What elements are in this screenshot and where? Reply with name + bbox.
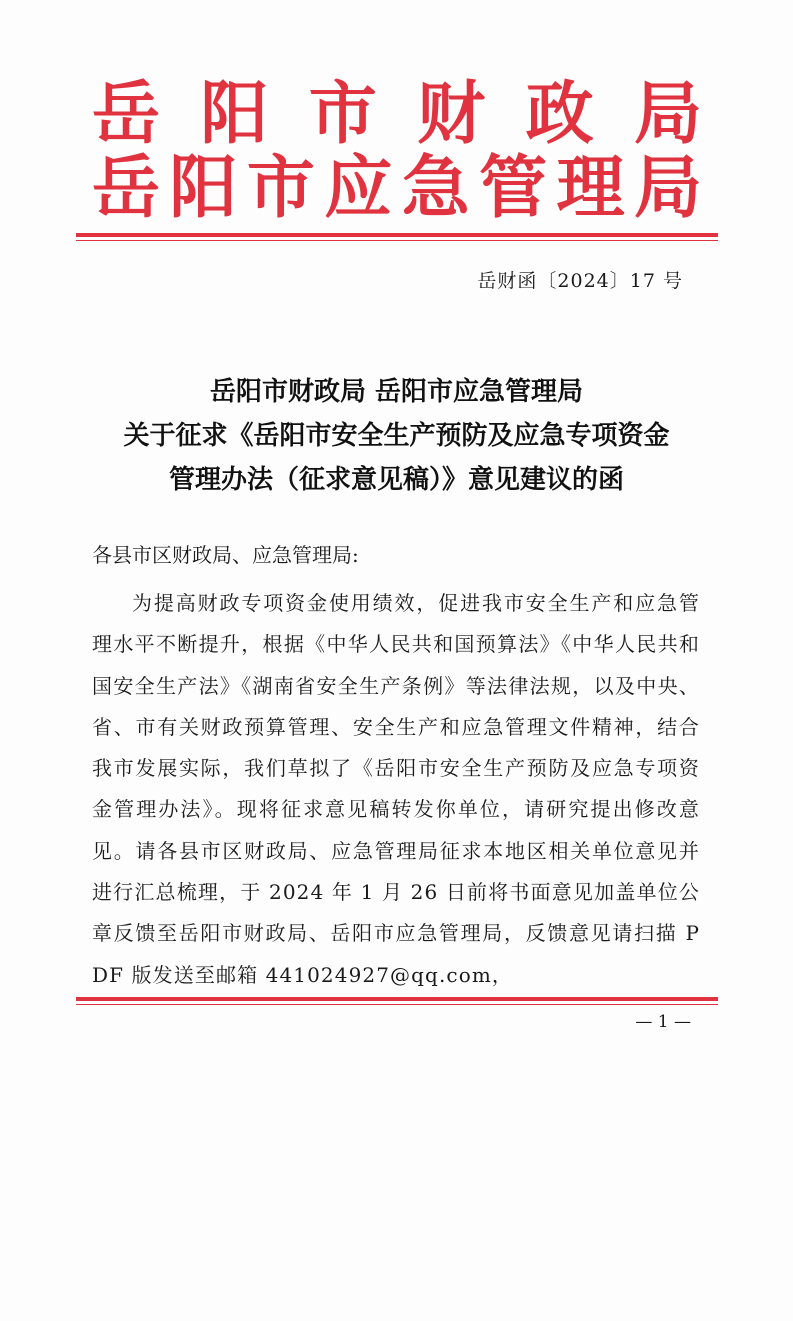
masthead-line-1 bbox=[92, 76, 702, 154]
masthead-char: 阳 bbox=[200, 75, 269, 154]
masthead-char: 急 bbox=[401, 149, 470, 228]
masthead-char: 局 bbox=[633, 149, 702, 228]
masthead-divider bbox=[76, 233, 718, 237]
masthead-char: 市 bbox=[308, 75, 377, 154]
masthead-char: 局 bbox=[633, 75, 702, 154]
document-title-line-2: 关于征求《岳阳市安全生产预防及应急专项资金 bbox=[123, 421, 670, 451]
document-title-line-1: 岳阳市财政局 岳阳市应急管理局 bbox=[209, 377, 584, 407]
footer-divider-thin bbox=[76, 1004, 718, 1005]
masthead-line-2 bbox=[92, 150, 702, 228]
masthead-divider-thin bbox=[76, 240, 718, 241]
masthead-char: 理 bbox=[556, 149, 625, 228]
page-number: — 1 — bbox=[635, 1012, 691, 1032]
masthead-char: 岳 bbox=[92, 75, 161, 154]
body-paragraph: 为提高财政专项资金使用绩效，促进我市安全生产和应急管理水平不断提升，根据《中华人民共和国预算法》《中华人民共和国安全生产法》《湖南省安全生产条例》等法律法规，以及中央、省、市有关财政预算管理、安全生产和应急管理文件精神，结合我市发展实际，我们草拟了《岳阳市安全生产预防及应急专项资金管理办法》。现将征求意见稿转发你单位，请研究提出修改意见。请各县市区财政局、应急管理局征求本地区相关单位意见并进行汇总梳理，于 2024 年 1 月 26 日前将书面意见加盖单位公章反馈至岳阳市财政局、岳阳市应急管理局，反馈意见请扫描 PDF 版发送至邮箱 441024927@qq.com， bbox=[92, 591, 700, 987]
masthead-char: 市 bbox=[246, 149, 315, 228]
masthead-char: 应 bbox=[324, 149, 393, 228]
footer-divider bbox=[76, 997, 718, 1001]
masthead-char: 管 bbox=[479, 149, 548, 228]
document-number: 岳财函〔2024〕17 号 bbox=[477, 270, 683, 292]
salutation: 各县市区财政局、应急管理局: bbox=[92, 543, 359, 567]
masthead-char: 岳 bbox=[92, 149, 161, 228]
masthead-char: 政 bbox=[525, 75, 594, 154]
masthead-char: 财 bbox=[417, 75, 486, 154]
masthead-char: 阳 bbox=[169, 149, 238, 228]
document-title-line-3: 管理办法（征求意见稿）》意见建议的函 bbox=[168, 465, 624, 495]
